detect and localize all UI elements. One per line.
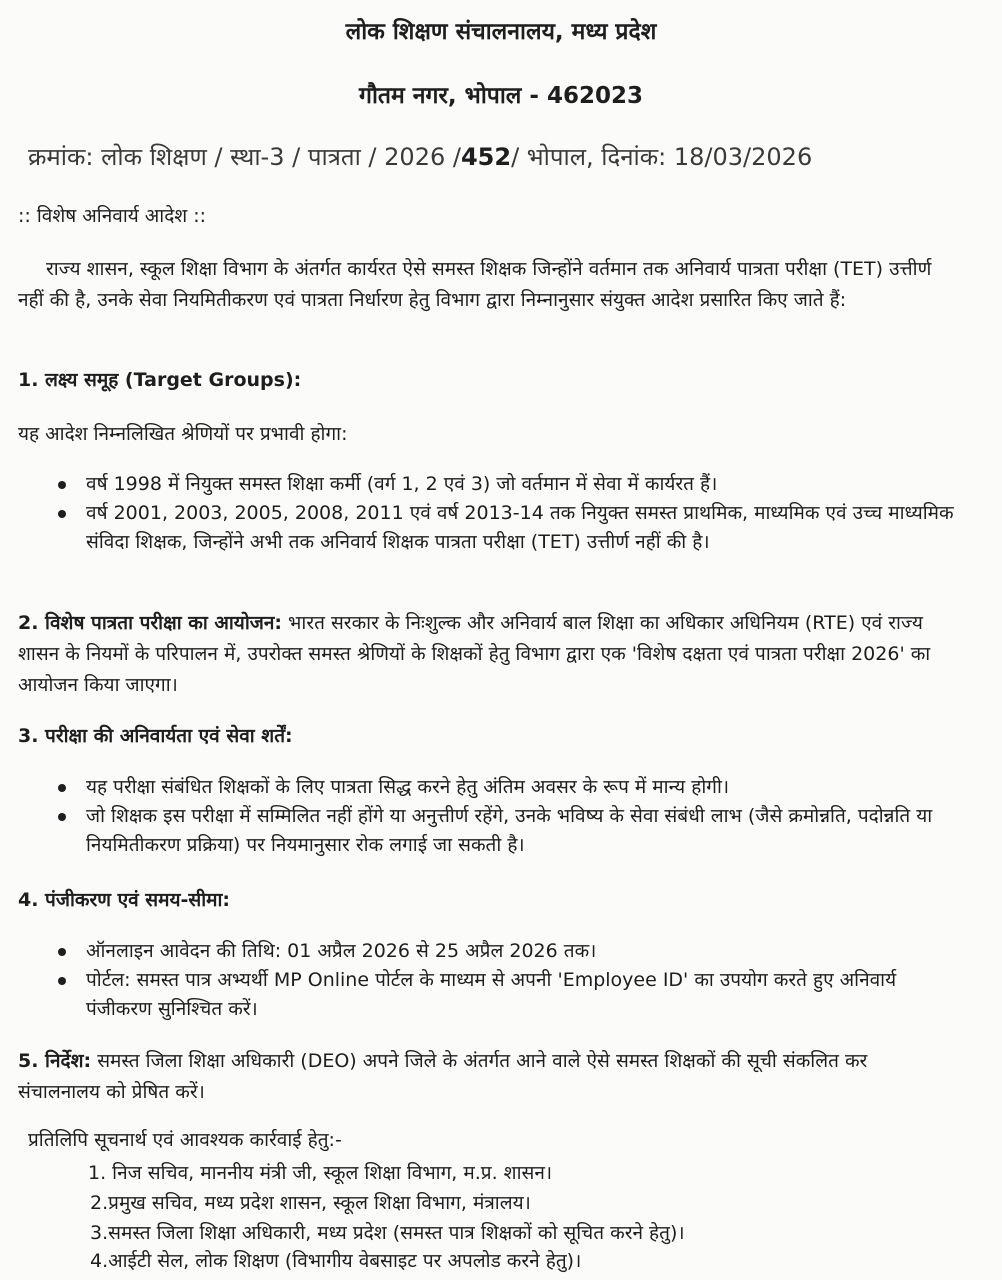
reference-suffix: / भोपाल, दिनांक: 18/03/2026: [511, 143, 813, 171]
bullet-icon: [58, 784, 66, 792]
section4-heading: 4. पंजीकरण एवं समय-सीमा:: [18, 889, 231, 911]
list-item: वर्ष 1998 में नियुक्त समस्त शिक्षा कर्मी (वर्ग 1, 2 एवं 3) जो वर्तमान में सेवा में कार्यरत हैं।: [58, 470, 958, 499]
section5-heading: 5. निर्देश:: [18, 1050, 92, 1072]
order-title: :: विशेष अनिवार्य आदेश ::: [18, 205, 207, 227]
list-item: पोर्टल: समस्त पात्र अभ्यर्थी MP Online पोर्टल के माध्यम से अपनी 'Employee ID' का उपयोग करते हुए अनिवार्य पंजीकरण सुनिश्चित करें।: [58, 966, 958, 1024]
copy-heading: प्रतिलिपि सूचनार्थ एवं आवश्यक कार्रवाई हेतु:-: [28, 1129, 342, 1151]
department-address: गौतम नगर, भोपाल - 462023: [359, 83, 643, 109]
department-name: लोक शिक्षण संचालनालय, मध्य प्रदेश: [345, 19, 657, 45]
copy-item: 1. निज सचिव, माननीय मंत्री जी, स्कूल शिक्षा विभाग, म.प्र. शासन।: [88, 1162, 553, 1184]
list-item: वर्ष 2001, 2003, 2005, 2008, 2011 एवं वर्ष 2013-14 तक नियुक्त समस्त प्राथमिक, माध्यमिक एवं उच्च माध्यमिक संविदा शिक्षक, जिन्होंने अभी तक अनिवार्य शिक्षक पात्रता परीक्षा (TET) उत्तीर्ण नहीं की है।: [58, 499, 958, 557]
reference-prefix: क्रमांक: लोक शिक्षण / स्था-3 / पात्रता / 2026 /: [28, 143, 461, 171]
section1-list: [58, 470, 958, 557]
section1-heading: 1. लक्ष्य समूह (Target Groups):: [18, 369, 302, 391]
section2-text: भारत सरकार के निःशुल्क और अनिवार्य बाल शिक्षा का अधिकार अधिनियम (RTE) एवं राज्य शासन के नियमों के परिपालन में, उपरोक्त समस्त श्रेणियों के शिक्षकों हेतु विभाग द्वारा एक 'विशेष दक्षता एवं पात्रता परीक्षा 2026' का आयोजन किया जाएगा।: [18, 612, 931, 696]
copy-item: 3.समस्त जिला शिक्षा अधिकारी, मध्य प्रदेश (समस्त पात्र शिक्षकों को सूचित करने हेतु)।: [90, 1222, 685, 1244]
list-item: यह परीक्षा संबंधित शिक्षकों के लिए पात्रता सिद्ध करने हेतु अंतिम अवसर के रूप में मान्य होगी।: [58, 773, 958, 802]
section3-heading: 3. परीक्षा की अनिवार्यता एवं सेवा शर्तें:: [18, 725, 293, 747]
bullet-icon: [58, 977, 66, 985]
list-item: जो शिक्षक इस परीक्षा में सम्मिलित नहीं होंगे या अनुत्तीर्ण रहेंगे, उनके भविष्य के सेवा संबंधी लाभ (जैसे क्रमोन्नति, पदोन्नति या नियमितीकरण प्रक्रिया) पर नियमानुसार रोक लगाई जा सकती है।: [58, 802, 958, 860]
section5-paragraph: [18, 1046, 948, 1108]
reference-number: 452: [460, 143, 512, 171]
section2-paragraph: [18, 608, 948, 701]
copy-item: 4.आईटी सेल, लोक शिक्षण (विभागीय वेबसाइट पर अपलोड करने हेतु)।: [90, 1250, 582, 1272]
intro-paragraph: राज्य शासन, स्कूल शिक्षा विभाग के अंतर्गत कार्यरत ऐसे समस्त शिक्षक जिन्होंने वर्तमान तक अनिवार्य पात्रता परीक्षा (TET) उत्तीर्ण नहीं की है, उनके सेवा नियमितीकरण एवं पात्रता निर्धारण हेतु विभाग द्वारा निम्नानुसार संयुक्त आदेश प्रसारित किए जाते हैं:: [18, 258, 932, 311]
section3-list: [58, 773, 958, 860]
list-item: ऑनलाइन आवेदन की तिथि: 01 अप्रैल 2026 से 25 अप्रैल 2026 तक।: [58, 937, 958, 966]
section5-text: समस्त जिला शिक्षा अधिकारी (DEO) अपने जिले के अंतर्गत आने वाले ऐसे समस्त शिक्षकों की सूची संकलित कर संचालनालय को प्रेषित करें।: [18, 1050, 868, 1103]
bullet-icon: [58, 948, 66, 956]
bullet-icon: [58, 481, 66, 489]
section1-lead: यह आदेश निम्नलिखित श्रेणियों पर प्रभावी होगा:: [18, 423, 348, 445]
bullet-icon: [58, 510, 66, 518]
section4-list: [58, 937, 958, 1024]
section2-heading: 2. विशेष पात्रता परीक्षा का आयोजन:: [18, 612, 282, 634]
copy-item: 2.प्रमुख सचिव, मध्य प्रदेश शासन, स्कूल शिक्षा विभाग, मंत्रालय।: [90, 1192, 531, 1214]
reference-line: [28, 140, 812, 173]
bullet-icon: [58, 813, 66, 821]
